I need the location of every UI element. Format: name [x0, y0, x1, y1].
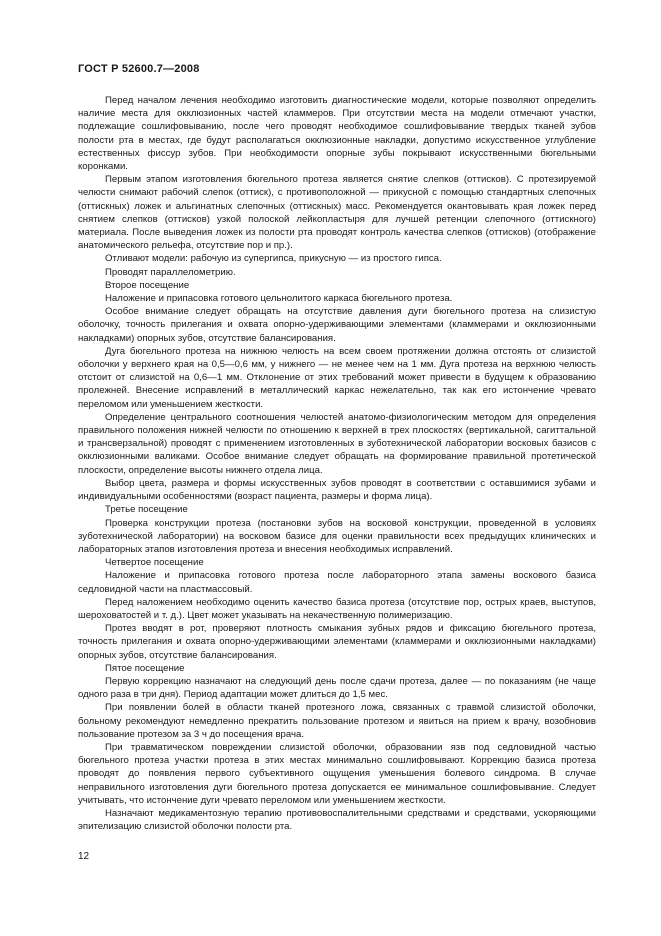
section-heading: Третье посещение: [105, 504, 188, 516]
section-heading: Пятое посещение: [105, 662, 185, 674]
paragraph: При появлении болей в области тканей протезного ложа, связанных с травмой слизистой оболочки, больному рекомендуют немедленно прекратить пользование протезом и явиться на прием к врачу, возобновив пользование протезом за 3 ч до посещения врача.: [78, 702, 596, 740]
paragraph: Особое внимание следует обращать на отсутствие давления дуги бюгельного протеза на слизистую оболочку, точность прилегания и охвата опорно-удерживающими элементами (кламмерами и окклюзионными накладками) опорных зубов, отсутствие балансирования.: [78, 306, 596, 344]
document-header: ГОСТ Р 52600.7—2008: [78, 63, 200, 75]
paragraph: Протез вводят в рот, проверяют плотность смыкания зубных рядов и фиксацию бюгельного протеза, точность прилегания и охвата опорно-удерживающими элементами (кламмерами и окклюзионными накладками) опорных зубов, отсутствие балансирования.: [78, 623, 596, 661]
paragraph: При травматическом повреждении слизистой оболочки, образовании язв под седловидной частью бюгельного протеза участки протеза в этих местах минимально сошлифовывают. Коррекцию базиса протеза проводят до появления первого субъективного ощущения уменьшения болевого синдрома. В случае неправильного изготовления дуги бюгельного протеза допускается ее минимальное сошлифовывание. Следует учитывать, что истончение дуги чревато переломом или уменьшением жесткости.: [78, 741, 596, 806]
paragraph: Определение центрального соотношения челюстей анатомо-физиологическим методом для определения правильного положения нижней челюсти по отношению к верхней в трех плоскостях (вертикальной, сагиттальной и трансверзальной) проводят с применением изготовленных в зуботехнической лаборатории восковых базисов с окклюзионными валиками. Особое внимание следует обращать на формирование правильной протетической плоскости, определение высоты нижнего отдела лица.: [78, 411, 596, 476]
section-heading: Второе посещение: [105, 279, 190, 291]
paragraph: Наложение и припасовка готового протеза после лабораторного этапа замены воскового базиса седловидной части на пластмассовый.: [78, 570, 596, 595]
paragraph: Выбор цвета, размера и формы искусственных зубов проводят в соответствии с оставшимися зубами и индивидуальными особенностями (возраст пациента, размеры и форма лица).: [78, 477, 596, 503]
paragraph: Проводят параллелометрию.: [105, 266, 236, 278]
paragraph: Проверка конструкции протеза (постановки зубов на восковой конструкции, проведенной в условиях зуботехнической лаборатории) на восковом базисе для оценки правильности всех предыдущих клинических и лабораторных этапов изготовления протеза и внесения необходимых исправлений.: [78, 517, 596, 555]
paragraph: Назначают медикаментозную терапию противовоспалительными средствами и средствами, ускоряющими эпителизацию слизистой оболочки полости рта.: [78, 807, 596, 833]
paragraph: Первым этапом изготовления бюгельного протеза является снятие слепков (оттисков). С протезируемой челюсти снимают рабочий слепок (оттиск), с противоположной — прикусной с помощью стандартных слепочных (оттискных) ложек и альгинатных слепочных (оттискных) масс. Рекомендуется окантовывать края ложек перед снятием слепков (оттисков) узкой полоской лейкопластыря для лучшей ретенции слепочного (оттискного) материала. После выведения ложек из полости рта проводят контроль качества слепков (оттисков) (отображение анатомического рельефа, отсутствие пор и пр.).: [78, 174, 596, 252]
paragraph: Перед началом лечения необходимо изготовить диагностические модели, которые позволяют определить наличие места для окклюзионных частей кламмеров. При отсутствии места на модели отмечают участки, подлежащие сошлифовыванию, после чего проводят необходимое сошлифовывание твердых тканей зубов полости рта в местах, где будут располагаться окклюзионные накладки, допустимо искусственное углубление естественных фиссур зубов. При необходимости опорные зубы покрывают искусственными бюгельными коронками.: [78, 95, 596, 173]
paragraph: Первую коррекцию назначают на следующий день после сдачи протеза, далее — по показаниям (не чаще одного раза в три дня). Период адаптации может длиться до 1,5 мес.: [78, 675, 596, 701]
page-number: 12: [78, 851, 90, 862]
paragraph: Перед наложением необходимо оценить качество базиса протеза (отсутствие пор, острых краев, выступов, шероховатостей и т. д.). Цвет может указывать на некачественную полимеризацию.: [78, 596, 596, 621]
paragraph: Дуга бюгельного протеза на нижнюю челюсть на всем своем протяжении должна отстоять от слизистой оболочки у верхнего края на 0,5—0,6 мм, у нижнего — не менее чем на 1 мм. Дуга протеза на верхнюю челюсть отстоит от слизистой на 0,6—1 мм. Отклонение от этих требований может привести в будущем к образованию пролежней. Внесение исправлений в металлический каркас нежелательно, так как его истончение чревато переломом или уменьшением жесткости.: [78, 345, 596, 410]
paragraph: Наложение и припасовка готового цельнолитого каркаса бюгельного протеза.: [105, 293, 453, 305]
section-heading: Четвертое посещение: [105, 557, 204, 569]
body-text: [78, 94, 596, 833]
paragraph: Отливают модели: рабочую из супергипса, прикусную — из простого гипса.: [105, 253, 442, 265]
